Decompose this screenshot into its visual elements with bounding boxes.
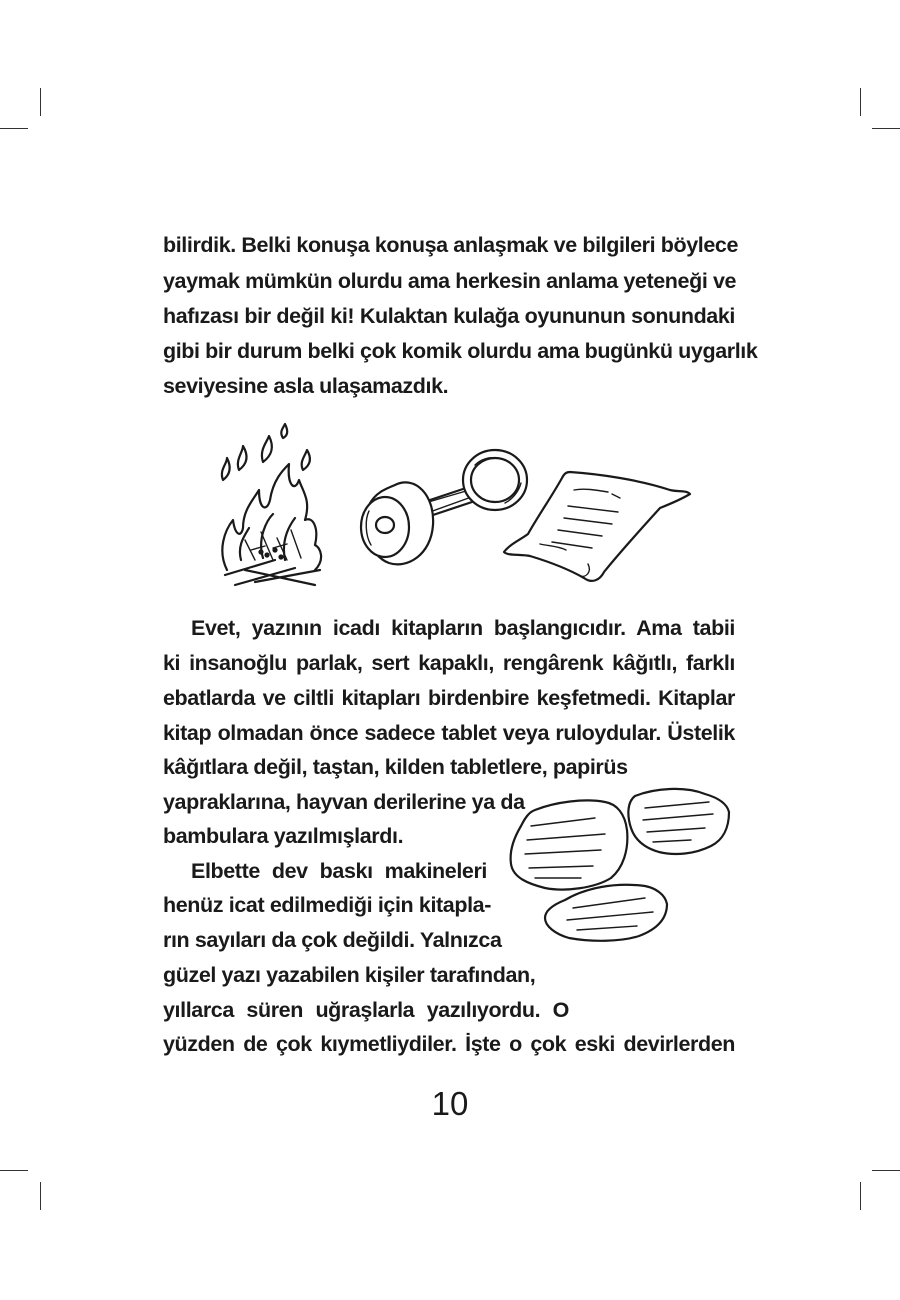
text-line: yüzden de çok kıymetliydiler. İşte o çok eski devirlerden	[163, 1032, 735, 1056]
text-line: bambulara yazılmışlardı.	[163, 824, 404, 848]
fire-icon	[215, 420, 330, 590]
text-line: Evet, yazının icadı kitapların başlangıcıdır. Ama tabii	[191, 616, 735, 640]
text-line: Elbette dev baskı makineleri	[191, 859, 487, 883]
text-line: güzel yazı yazabilen kişiler tarafından,	[163, 963, 536, 987]
text-line: henüz icat edilmediği için kitapla-	[163, 893, 491, 917]
text-line: gibi bir durum belki çok komik olurdu ama bugünkü uygarlık	[163, 339, 758, 363]
text-line: rın sayıları da çok değildi. Yalnızca	[163, 928, 502, 952]
text-line: ebatlarda ve ciltli kitapları birdenbire keşfetmedi. Kitaplar	[163, 686, 735, 710]
text-line: kâğıtlara değil, taştan, kilden tabletlere, papirüs	[163, 755, 628, 779]
crop-mark	[860, 88, 861, 116]
page-number: 10	[431, 1085, 469, 1122]
crop-mark	[860, 1182, 861, 1210]
text-line: yıllarca süren uğraşlarla yazılıyordu. O	[163, 998, 569, 1022]
crop-mark	[40, 1182, 41, 1210]
clay-tablets-icon	[505, 780, 735, 970]
text-line: seviyesine asla ulaşamazdık.	[163, 374, 449, 398]
text-line: bilirdik. Belki konuşa konuşa anlaşmak ve bilgileri böylece	[163, 233, 739, 257]
text-line: yapraklarına, hayvan derilerine ya da	[163, 790, 525, 814]
text-line: hafızası bir değil ki! Kulaktan kulağa oyununun sonundaki	[163, 304, 735, 328]
crop-mark	[0, 128, 28, 129]
crop-mark	[0, 1170, 28, 1171]
crop-mark	[872, 1170, 900, 1171]
parchment-icon	[500, 460, 695, 590]
text-line: kitap olmadan önce sadece tablet veya ruloydular. Üstelik	[163, 721, 735, 745]
crop-mark	[40, 88, 41, 116]
text-line: yaymak mümkün olurdu ama herkesin anlama yeteneği ve	[163, 269, 737, 293]
text-line: ki insanoğlu parlak, sert kapaklı, rengârenk kâğıtlı, farklı	[163, 651, 735, 675]
crop-mark	[872, 128, 900, 129]
